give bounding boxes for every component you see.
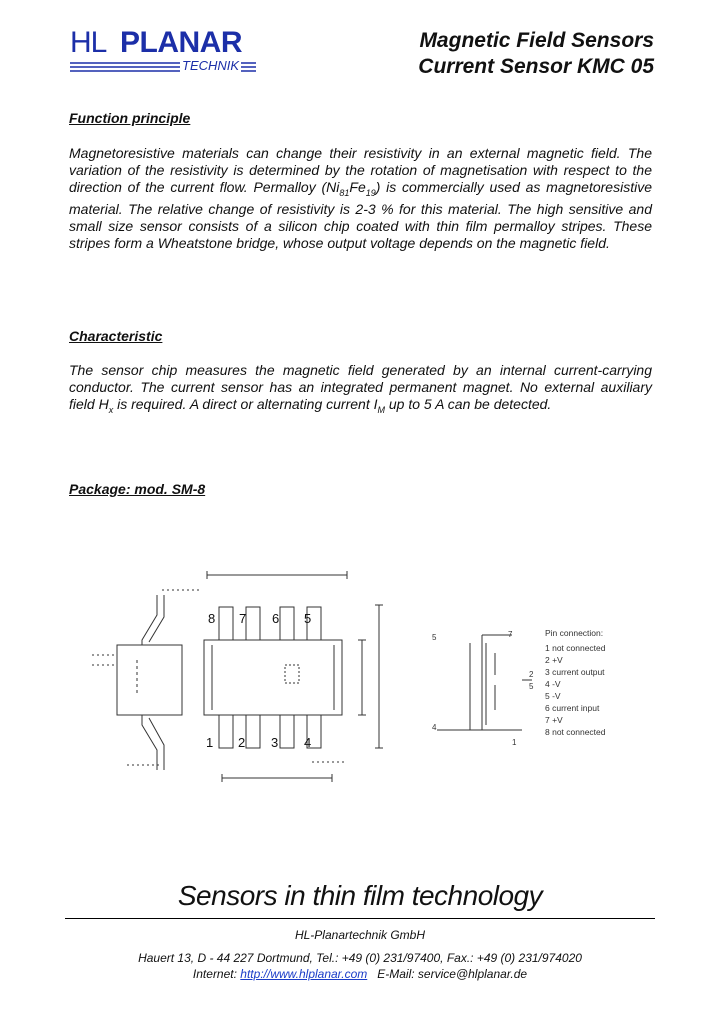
footer-divider [65,918,655,919]
schematic-label-5b: 5 [529,682,534,691]
company-name: HL-Planartechnik GmbH [294,928,426,942]
im-subscript: M [377,404,385,415]
fe-symbol: Fe [349,178,366,195]
pin-label-top-5: 5 [304,611,312,626]
email-text: E-Mail: service@hlplanar.de [377,967,528,981]
char-text-b: is required. A direct or alternating current I [113,395,378,412]
company-logo [70,28,260,76]
schematic-label-2: 2 [529,670,534,679]
function-principle-text [69,145,652,252]
function-principle-heading: Function principle [69,110,191,126]
pin-item-4: 4 -V [545,679,561,689]
logo-technik: TECHNIK [182,58,240,73]
pin-item-1: 1 not connected [545,643,606,653]
function-text-b: ) is commercially used as magnetoresistive material. The relative change of resistivity is 2-3 % for this material. The high sensitive and small size sensor consists of a silicon chip coated with thin film permalloy stripes. These stripes form a Wheatstone bridge, whose output voltage depends on the magnetic field. [69,178,652,251]
schematic-label-7: 7 [508,630,513,639]
package-heading: Package: mod. SM-8 [69,481,206,497]
schematic-label-5: 5 [432,633,437,642]
logo-hl: HL [70,26,107,59]
characteristic-text [69,362,652,418]
char-text-a: The sensor chip measures the magnetic field generated by an internal current-carrying conductor. The current sensor has an integrated permanent magnet. No external auxiliary field H [69,362,652,412]
pin-item-5: 5 -V [545,691,561,701]
pin-item-2: 2 +V [545,655,563,665]
pin-label-bottom-2: 2 [238,735,246,750]
slogan: Sensors in thin film technology [177,880,543,911]
char-text-c: up to 5 A can be detected. [385,395,552,412]
page-title [418,28,654,80]
characteristic-heading: Characteristic [69,328,163,344]
schematic-label-1: 1 [512,738,517,747]
pin-label-top-6: 6 [272,611,280,626]
contact-line [0,967,720,981]
pin-connection-title: Pin connection: [545,628,604,638]
company-address: Hauert 13, D - 44 227 Dortmund, Tel.: +49 (0) 231/97400, Fax.: +49 (0) 231/974020 [138,951,582,965]
pin-label-bottom-1: 1 [206,735,214,750]
pin-item-7: 7 +V [545,715,563,725]
fe-subscript: 19 [365,187,376,198]
logo-planar: PLANAR [120,26,242,59]
package-drawing [82,565,622,805]
pin-item-8: 8 not connected [545,727,606,737]
schematic-label-4: 4 [432,723,437,732]
pin-label-top-8: 8 [208,611,216,626]
title-line-2: Current Sensor KMC 05 [418,55,654,78]
pin-label-top-7: 7 [239,611,247,626]
pin-item-6: 6 current input [545,703,600,713]
internet-label: Internet: [192,967,237,981]
pin-item-3: 3 current output [545,667,605,677]
ni-subscript: 81 [339,187,350,198]
title-line-1: Magnetic Field Sensors [419,29,654,52]
ni-symbol: Ni [326,178,340,195]
hx-subscript: x [108,404,114,415]
website-link[interactable]: http://www.hlplanar.com [240,967,368,981]
pin-label-bottom-4: 4 [304,735,312,750]
function-text-a: Magnetoresistive materials can change their resistivity in an external magnetic field. The variation of the resistivity is determined by the rotation of magnetisation with respect to the direction of the current flow. Permalloy ( [69,145,652,195]
pin-label-bottom-3: 3 [271,735,279,750]
